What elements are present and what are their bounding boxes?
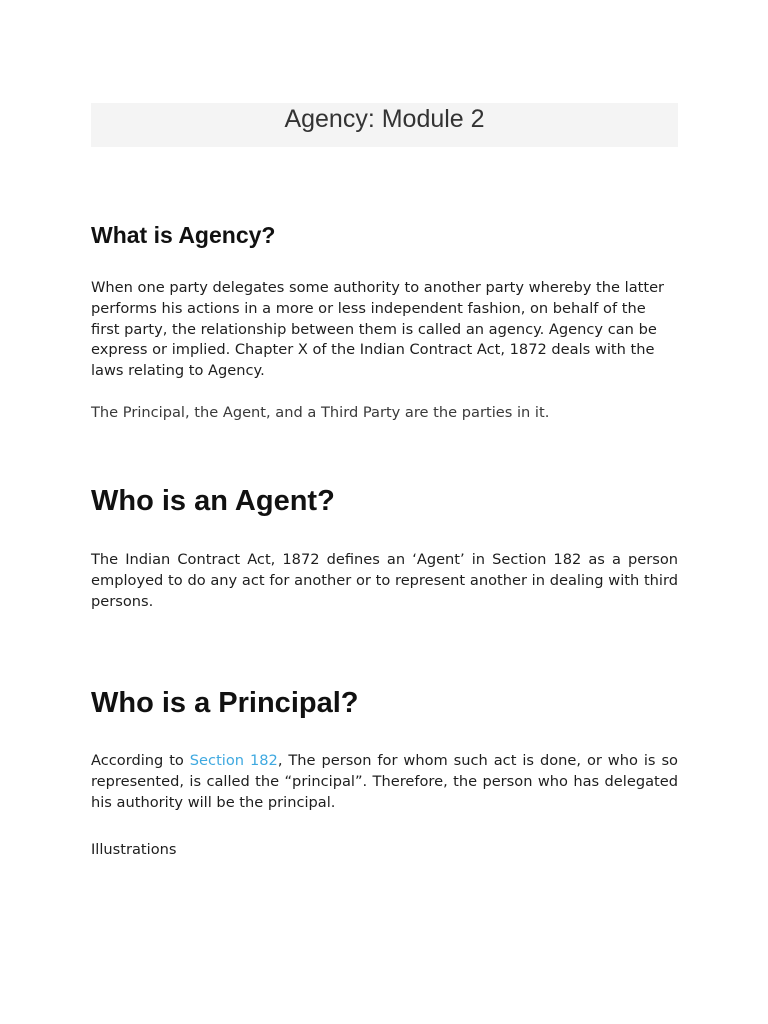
paragraph-agent-definition: The Indian Contract Act, 1872 defines an ‘Agent’ in Section 182 as a person employed to do any act for another or to represent another in dealing with third persons. (91, 551, 678, 610)
section-182-link[interactable]: Section 182 (189, 752, 278, 769)
heading-who-is-principal: Who is a Principal? (91, 687, 359, 719)
illustrations-label: Illustrations (91, 841, 177, 858)
paragraph-agency-definition: When one party delegates some authority to another party whereby the latter performs his actions in a more or less independent fashion, on behalf of the first party, the relationship between them is called an agency. Agency can be express or implied. Chapter X of the Indian Contract Act, 1872 deals with the laws relating to Agency. (91, 279, 665, 380)
principal-text-prefix: According to (91, 752, 190, 769)
heading-what-is-agency: What is Agency? (91, 222, 276, 248)
heading-who-is-agent: Who is an Agent? (91, 485, 335, 517)
principal-text-suffix: , The person for whom such act is done, or who is so represented, is called the “principal”. Therefore, the person who has delegated his authority will be the principal. (91, 752, 678, 811)
page-title: Agency: Module 2 (284, 105, 485, 133)
title-bar (91, 103, 678, 147)
paragraph-principal-definition (91, 751, 678, 813)
paragraph-parties: The Principal, the Agent, and a Third Party are the parties in it. (91, 404, 550, 421)
